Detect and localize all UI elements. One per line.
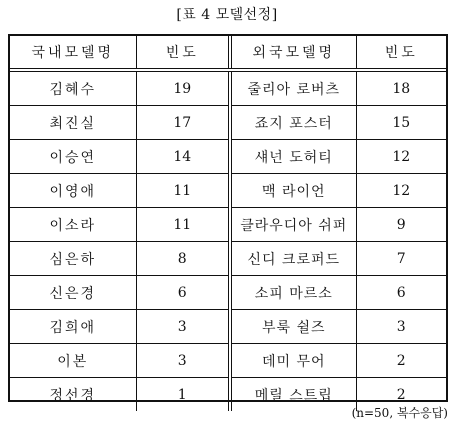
domestic-model-name: 김혜수 [10,70,136,106]
foreign-frequency: 3 [356,310,446,344]
header-foreign-frequency: 빈도 [356,36,446,70]
foreign-model-name: 데미 무어 [230,344,356,378]
foreign-model-name: 신디 크로퍼드 [230,242,356,276]
domestic-model-name: 신은경 [10,276,136,310]
domestic-model-name: 심은하 [10,242,136,276]
foreign-model-name: 소피 마르소 [230,276,356,310]
table-row [10,70,446,106]
domestic-frequency: 1 [136,378,230,412]
table-row [10,140,446,174]
foreign-frequency: 2 [356,378,446,412]
domestic-frequency: 3 [136,344,230,378]
domestic-frequency: 11 [136,208,230,242]
domestic-frequency: 8 [136,242,230,276]
domestic-frequency: 3 [136,310,230,344]
foreign-frequency: 12 [356,140,446,174]
foreign-model-name: 부룩 쉴즈 [230,310,356,344]
foreign-model-name: 죠지 포스터 [230,106,356,140]
domestic-frequency: 17 [136,106,230,140]
foreign-frequency: 2 [356,344,446,378]
domestic-frequency: 14 [136,140,230,174]
domestic-model-name: 이영애 [10,174,136,208]
foreign-model-name: 클라우디아 쉬퍼 [230,208,356,242]
foreign-frequency: 7 [356,242,446,276]
model-selection-table [8,34,448,402]
table-row [10,276,446,310]
table-row [10,208,446,242]
foreign-frequency: 9 [356,208,446,242]
foreign-frequency: 15 [356,106,446,140]
foreign-frequency: 18 [356,70,446,106]
table-row [10,106,446,140]
foreign-model-name: 섀넌 도허티 [230,140,356,174]
domestic-model-name: 김희애 [10,310,136,344]
sample-size-note: (n=50, 복수응답) [351,406,448,420]
domestic-frequency: 19 [136,70,230,106]
table-row [10,174,446,208]
foreign-model-name: 맥 라이언 [230,174,356,208]
header-domestic-model: 국내모델명 [10,36,136,70]
domestic-frequency: 6 [136,276,230,310]
foreign-frequency: 12 [356,174,446,208]
domestic-model-name: 이승연 [10,140,136,174]
domestic-model-name: 최진실 [10,106,136,140]
foreign-frequency: 6 [356,276,446,310]
header-foreign-model: 외국모델명 [230,36,356,70]
table-caption: [표 4 모델선정] [176,7,278,23]
table-row [10,310,446,344]
domestic-model-name: 이소라 [10,208,136,242]
header-domestic-frequency: 빈도 [136,36,230,70]
table-header-row [10,36,446,70]
domestic-model-name: 정선경 [49,387,97,404]
table-row [10,344,446,378]
foreign-model-name: 메릴 스트립 [230,378,356,412]
foreign-model-name: 줄리아 로버츠 [230,70,356,106]
domestic-frequency: 11 [136,174,230,208]
table-row [10,242,446,276]
domestic-model-name: 이본 [10,344,136,378]
